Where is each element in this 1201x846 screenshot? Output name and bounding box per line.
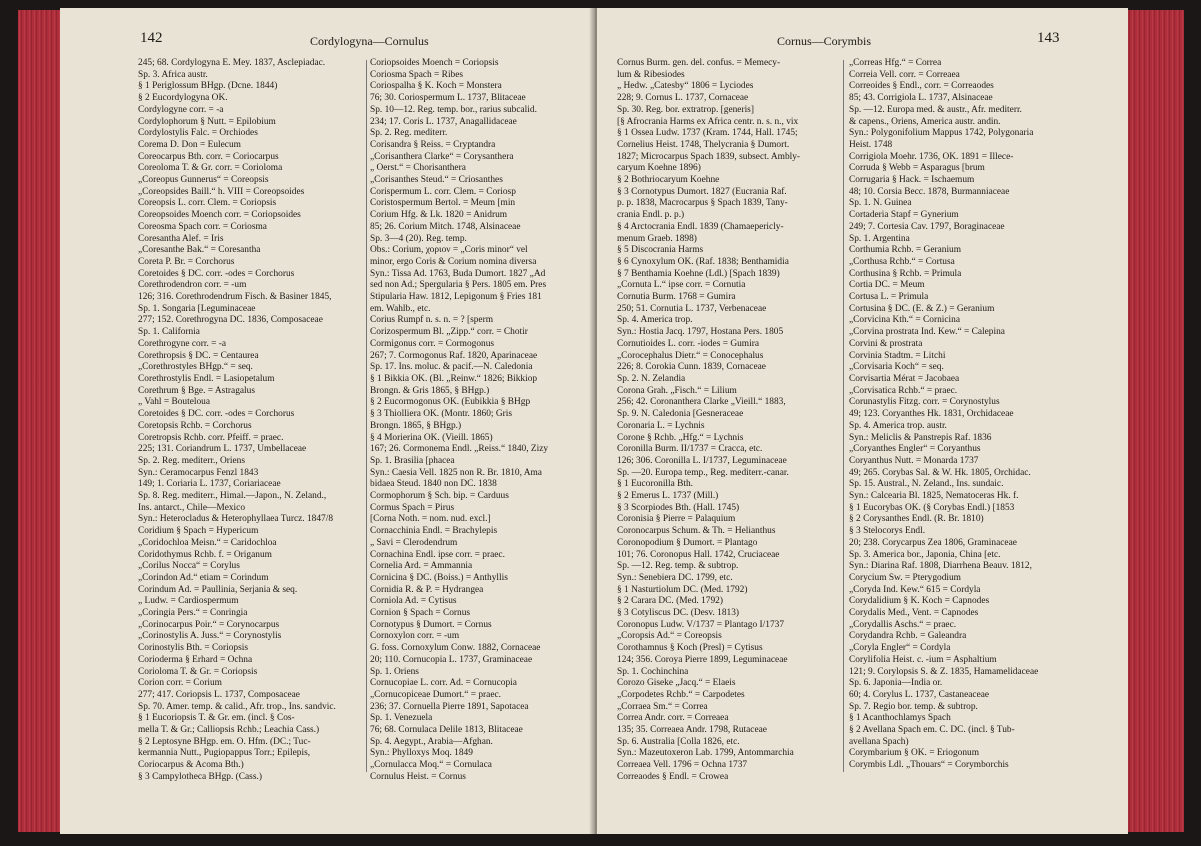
entry-line: Corethrodendron corr. = -um (138, 280, 247, 291)
entry-line: lum & Ribesiodes (617, 69, 685, 80)
column-rule (843, 60, 844, 772)
entry-line: Corona Grah. „Fisch.“ = Lilium (617, 385, 737, 396)
entry-line: Coretopsis Rchb. = Corchorus (138, 420, 252, 431)
entry-line: Sp. 2. N. Zelandia (617, 373, 686, 384)
entry-line: § 1 Nasturtiolum DC. (Med. 1792) (617, 584, 748, 595)
entry-line: Sp. 1. Cochinchina (617, 666, 689, 677)
entry-line: „ Oerst.“ = Chorisanthera (370, 163, 466, 174)
entry-line: „Cornulacca Moq.“ = Cornulaca (370, 760, 492, 771)
entry-line: Cornutia Burm. 1768 = Gumira (617, 292, 736, 303)
entry-line: Syn.: Diarina Raf. 1808, Diarrhena Beauv. 1812, (849, 561, 1032, 572)
entry-line: „Corraea Sm.“ = Correa (617, 701, 708, 712)
entry-line: Corylifolia Heist. c. -ium = Asphaltium (849, 654, 997, 665)
entry-line: Sp. 1. Argentina (849, 233, 910, 244)
entry-line: 49; 123. Coryanthes Hk. 1831, Orchidaceae (849, 409, 1014, 420)
entry-line: Brongn. & Gris 1865, § BHgp.) (370, 385, 490, 396)
entry-line: Cornelia Ard. = Ammannia (370, 561, 473, 572)
entry-line: 76; 68. Cornulaca Delile 1813, Blitaceae (370, 725, 523, 736)
entry-line: 226; 8. Corokia Cunn. 1839, Cornaceae (617, 362, 766, 373)
entry-line: Sp. 1. Songaria [Leguminaceae (138, 303, 256, 314)
entry-line: Coresantha Alef. = Iris (138, 233, 224, 244)
entry-line: 234; 17. Coris L. 1737, Anagallidaceae (370, 116, 517, 127)
entry-line: Coreosma Spach corr. = Coriosma (138, 221, 267, 232)
entry-line: § 1 Eucorybas OK. (§ Corybas Endl.) [1853 (849, 502, 1015, 513)
entry-line: „Corydallis Aschs.“ = praec. (849, 619, 957, 630)
entry-line: Obs.: Corium, χοριον = „Coris minor“ vel (370, 245, 528, 256)
entry-line: 85; 26. Corium Mitch. 1748, Alsinaceae (370, 221, 521, 232)
entry-line: 60; 4. Corylus L. 1737, Castaneaceae (849, 689, 990, 700)
entry-line: Correaea Vell. 1796 = Ochna 1737 (617, 760, 748, 771)
entry-line: Cornoxylon corr. = -um (370, 631, 460, 642)
entry-line: „Coreopsides Baill.“ h. VIII = Coreopsoides (138, 186, 305, 197)
entry-line: Cortia DC. = Meum (849, 280, 925, 291)
left-running-head: Cordylogyna—Cornulus (310, 34, 429, 48)
entry-line: 49; 265. Corybas Sal. & W. Hk. 1805, Orchidac. (849, 467, 1031, 478)
entry-line: 101; 76. Coronopus Hall. 1742, Cruciaceae (617, 549, 780, 560)
entry-line: Corioderma § Erhard = Ochna (138, 654, 253, 665)
entry-line: „ Savi = Clerodendrum (370, 537, 458, 548)
entry-line: Syn.: Caesia Vell. 1825 non R. Br. 1810, Ama (370, 467, 542, 478)
entry-line: „Corpodetes Rchb.“ = Carpodetes (617, 689, 745, 700)
entry-line: „Corinostylis A. Juss.“ = Corynostylis (138, 631, 282, 642)
entry-line: Coronisia § Pierre = Palaquium (617, 514, 736, 525)
entry-line: § 1 Eucoriopsis T. & Gr. em. (incl. § Cos- (138, 713, 295, 724)
entry-line: „Corisanthes Steud.“ = Criosanthes (370, 175, 503, 186)
entry-line: Corrugaria § Hack. = Ischaemum (849, 175, 975, 186)
entry-line: Sp. 9. N. Caledonia [Gesneraceae (617, 409, 744, 420)
entry-line: „Corisanthera Clarke“ = Corysanthera (370, 151, 514, 162)
entry-line: 149; 1. Coriaria L. 1737, Coriariaceae (138, 479, 281, 490)
entry-line: Ins. antarct., Chile—Mexico (138, 502, 246, 513)
entry-line: caryum Koehne 1896) (617, 163, 701, 174)
entry-line: Corispermum L. corr. Clem. = Coriosp (370, 186, 516, 197)
entry-line: 124; 356. Coroya Pierre 1899, Leguminaceae (617, 654, 788, 665)
entry-line: Corethrogyne corr. = -a (138, 338, 227, 349)
entry-line: 267; 7. Cormogonus Raf. 1820, Aparinaceae (370, 350, 538, 361)
entry-line: § 2 Eucormogonus OK. (Eubikkia § BHgp (370, 397, 531, 408)
entry-line: § 5 Discocrania Harms (617, 245, 704, 256)
entry-line: 256; 42. Coronanthera Clarke „Vieill.“ 1883, (617, 397, 786, 408)
entry-line: Syn.: Mazeutoxeron Lab. 1799, Antommarchia (617, 748, 794, 759)
entry-line: Corius Rumpf n. s. n. = ? [sperm (370, 315, 493, 326)
entry-line: „Corinocarpus Poir.“ = Corynocarpus (138, 619, 280, 630)
entry-line: Cortaderia Stapf = Gynerium (849, 210, 959, 221)
entry-line: 126; 316. Corethrodendrum Fisch. & Basiner 1845, (138, 292, 332, 303)
entry-line: Syn.: Ceramocarpus Fenzl 1843 (138, 467, 259, 478)
right-column-2 (849, 58, 1077, 772)
entry-line: Cormigonus corr. = Cormogonus (370, 338, 495, 349)
entry-line: Corthusina § Rchb. = Primula (849, 268, 962, 279)
entry-line: Cordylogyne corr. = -a (138, 104, 224, 115)
entry-line: Correa Andr. corr. = Correaea (617, 713, 729, 724)
entry-line: Corymbarium § OK. = Eriogonum (849, 748, 980, 759)
entry-line: Coreocarpus Bth. corr. = Coriocarpus (138, 151, 279, 162)
entry-line: Coronopodium § Dumort. = Plantago (617, 537, 758, 548)
entry-line: Cornion § Spach = Cornus (370, 608, 471, 619)
entry-line: Corindum Ad. = Paullinia, Serjania & seq. (138, 584, 298, 595)
entry-line: § 2 Emerus L. 1737 (Mill.) (617, 491, 719, 502)
entry-line: bidaea Steud. 1840 non DC. 1838 (370, 479, 497, 490)
entry-line: Sp. 1. Oriens (370, 666, 419, 677)
entry-line: Coridothymus Rchb. f. = Origanum (138, 549, 272, 560)
entry-line: G. foss. Cornoxylum Conw. 1882, Cornaceae (370, 643, 541, 654)
entry-line: Coronaria L. = Lychnis (617, 420, 705, 431)
entry-line: [Corna Noth. = nom. nud. excl.] (370, 514, 491, 525)
entry-line: Cornutioides L. corr. -iodes = Gumira (617, 338, 759, 349)
entry-line: Coristospermum Bertol. = Meum [min (370, 198, 516, 209)
entry-line: Corinostylis Bth. = Coriopsis (138, 643, 248, 654)
entry-line: Sp. 1. California (138, 327, 200, 338)
entry-line: Sp. 8. Reg. mediterr., Himal.—Japon., N. Zeland., (138, 491, 327, 502)
entry-line: Sp. 15. Austral., N. Zeland., Ins. sundaic. (849, 479, 1004, 490)
right-page-number: 143 (1037, 30, 1060, 46)
entry-line: § 2 Corysanthes Endl. (R. Br. 1810) (849, 514, 984, 525)
left-column-1 (138, 58, 366, 784)
entry-line: Syn.: Polygonifolium Mappus 1742, Polygonaria (849, 128, 1034, 139)
entry-line: Corvinia Stadtm. = Litchi (849, 350, 946, 361)
right-page-edges (1126, 10, 1184, 832)
entry-line: Corruda § Webb = Asparagus [brum (849, 163, 985, 174)
entry-line: „Corindon Ad.“ etiam = Corindum (138, 572, 269, 583)
entry-line: Sp. 10—12. Reg. temp. bor., rarius subcalid. (370, 104, 537, 115)
entry-line: Corymbis Ldl. „Thouars“ = Corymborchis (849, 760, 1009, 771)
entry-line: Coriospalha § K. Koch = Monstera (370, 81, 502, 92)
entry-line: Corone § Rchb. „Hfg.“ = Lychnis (617, 432, 744, 443)
entry-line: crania Endl. p. p.) (617, 210, 685, 221)
entry-line: Syn.: Heterocladus & Heterophyllaea Turcz. 1847/8 (138, 514, 334, 525)
entry-line: Corycium Sw. = Pterygodium (849, 572, 961, 583)
entry-line: „Cornucopiceae Dumort.“ = praec. (370, 689, 502, 700)
entry-line: Sp. 30. Reg. bor. extratrop. [generis] (617, 104, 754, 115)
entry-line: 167; 26. Cormonema Endl. „Reiss.“ 1840, Zizy (370, 444, 549, 455)
entry-line: Sp. 4. Aegypt., Arabia—Afghan. (370, 736, 493, 747)
entry-line: Syn.: Calcearia Bl. 1825, Nematoceras Hk. f. (849, 491, 1019, 502)
entry-line: § 1 Periglossum BHgp. (Dcne. 1844) (138, 81, 278, 92)
entry-line: „Coridochloa Meisn.“ = Caridochloa (138, 537, 277, 548)
entry-line: Coronopus Ludw. V/1737 = Plantago I/1737 (617, 619, 785, 630)
entry-line: Corydandra Rchb. = Galeandra (849, 631, 967, 642)
entry-line: Cornelius Heist. 1748, Thelycrania § Dumort. (617, 139, 790, 150)
entry-line: „Cornuta L.“ ipse corr. = Cornutia (617, 280, 746, 291)
entry-line: 250; 51. Cornutia L. 1737, Verbenaceae (617, 303, 767, 314)
entry-line: § 6 Cynoxylum OK. (Raf. 1838; Benthamidia (617, 256, 789, 267)
entry-line: Stipularia Haw. 1812, Lepigonum § Fries 181 (370, 292, 542, 303)
entry-line: Corunastylis Fitzg. corr. = Corynostylus (849, 397, 1000, 408)
entry-line: kermannia Nutt., Pugiopappus Torr.; Epilepis, (138, 748, 311, 759)
entry-line: „Coryla Engler“ = Cordyla (849, 643, 951, 654)
right-page (597, 8, 1128, 834)
left-page-edges (18, 10, 64, 832)
entry-line: Corema D. Don = Eulecum (138, 139, 241, 150)
entry-line: Cornucopiae L. corr. Ad. = Cornucopia (370, 678, 517, 689)
entry-line: § 2 Avellana Spach em. C. DC. (incl. § Tub- (849, 725, 1015, 736)
entry-line: minor, ergo Coris & Corium nomina diversa (370, 256, 537, 267)
entry-line: § 2 Bothriocaryum Koehne (617, 175, 720, 186)
left-page-number: 142 (140, 30, 163, 46)
entry-line: § 4 Morierina OK. (Vieill. 1865) (370, 432, 493, 443)
entry-line: Sp. —12. Europa med. & austr., Afr. mediterr. (849, 104, 1022, 115)
entry-line: „ Ludw. = Cardiospermum (138, 596, 239, 607)
entry-line: Coronocarpus Schum. & Th. = Helianthus (617, 526, 776, 537)
entry-line: Corioloma T. & Gr. = Coriopsis (138, 666, 258, 677)
entry-line: Corniola Ad. = Cytisus (370, 596, 457, 607)
entry-line: § 1 Ossea Ludw. 1737 (Kram. 1744, Hall. 1745; (617, 128, 798, 139)
entry-line: „Corethrostyles BHgp.“ = seq. (138, 362, 253, 373)
entry-line: Coriopsoides Moench = Coriopsis (370, 58, 499, 68)
entry-line: Sp. 2. Reg. mediterr. (370, 128, 448, 139)
entry-line: § 3 Cotyliscus DC. (Desv. 1813) (617, 608, 740, 619)
entry-line: Corium Hfg. & Lk. 1820 = Anidrum (370, 210, 508, 221)
entry-line: 20; 238. Corycarpus Zea 1806, Graminaceae (849, 537, 1017, 548)
entry-line: Sp. 4. America trop. austr. (849, 420, 947, 431)
entry-line: „ Hedw. „Catesby“ 1806 = Lyciodes (617, 81, 754, 92)
entry-line: 20; 110. Cornucopia L. 1737, Graminaceae (370, 654, 533, 665)
entry-line: „Corvisatica Rchb.“ = praec. (849, 385, 958, 396)
entry-line: „Corocephalus Dietr.“ = Conocephalus (617, 350, 764, 361)
entry-line: 135; 35. Correaea Andr. 1798, Rutaceae (617, 725, 767, 736)
entry-line: 76; 30. Coriospermum L. 1737, Blitaceae (370, 93, 526, 104)
entry-line: Corvini & prostrata (849, 338, 923, 349)
entry-line: Corvisartia Mérat = Jacobaea (849, 373, 960, 384)
entry-line: avellana Spach) (849, 736, 909, 747)
entry-line: „Coreopus Gunnerus“ = Coreopsis (138, 175, 269, 186)
entry-line: menum Graeb. 1898) (617, 233, 697, 244)
entry-line: Heist. 1748 (849, 139, 893, 150)
entry-line: Corydalis Med., Vent. = Capnodes (849, 608, 979, 619)
entry-line: § 3 Cornotypus Dumort. 1827 (Eucrania Raf. (617, 186, 787, 197)
entry-line: Brongn. 1865, § BHgp.) (370, 420, 462, 431)
entry-line: § 2 Leptosyne BHgp. em. O. Hfm. (DC.; Tuc- (138, 736, 311, 747)
entry-line: Coronilla Burm. II/1737 = Cracca, etc. (617, 444, 763, 455)
entry-line: Corethrum § Bge. = Astragalus (138, 385, 255, 396)
entry-line: Sp. 1. Brasilia [phacea (370, 455, 455, 466)
entry-line: „Corvicina Kth.“ = Cornicina (849, 315, 960, 326)
entry-line: „Correas Hfg.“ = Correa (849, 58, 942, 68)
entry-line: Coretoides § DC. corr. -odes = Corchorus (138, 409, 295, 420)
entry-line: „Coryanthes Engler“ = Coryanthus (849, 444, 981, 455)
entry-line: Syn.: Tissa Ad. 1763, Buda Dumort. 1827 „Ad (370, 268, 546, 279)
entry-line: 85; 43. Corrigiola L. 1737, Alsinaceae (849, 93, 993, 104)
entry-line: Sp. 7. Regio bor. temp. & subtrop. (849, 701, 978, 712)
entry-line: Cordylophorum § Nutt. = Epilobium (138, 116, 276, 127)
entry-line: Sp. 70. Amer. temp. & calid., Afr. trop., Ins. sandvic. (138, 701, 336, 712)
entry-line: 1827; Microcarpus Spach 1839, subsect. Ambly- (617, 151, 801, 162)
right-column-1 (617, 58, 845, 784)
entry-line: „Coropsis Ad.“ = Coreopsis (617, 631, 722, 642)
entry-line: em. Wahlb., etc. (370, 303, 431, 314)
entry-line: § 2 Carara DC. (Med. 1792) (617, 596, 723, 607)
entry-line: 245; 68. Cordylogyna E. Mey. 1837, Asclepiadac. (138, 58, 326, 68)
entry-line: Coreta P. Br. = Corchorus (138, 256, 235, 267)
entry-line: § 4 Arctocrania Endl. 1839 (Chamaepericly- (617, 221, 784, 232)
entry-line: Cordylostylis Falc. = Orchiodes (138, 128, 258, 139)
entry-line: sed non Ad.; Spergularia § Pers. 1805 em. Pres (370, 280, 547, 291)
entry-line: „Corilus Nocca“ = Corylus (138, 561, 240, 572)
entry-line: Correoides § Endl., corr. = Correaodes (849, 81, 994, 92)
entry-line: Sp. 3. Africa austr. (138, 69, 208, 80)
entry-line: Coreopsis L. corr. Clem. = Coriopsis (138, 198, 277, 209)
entry-line: Coriocarpus & Acoma Bth.) (138, 760, 244, 771)
entry-line: 126; 306. Coronilla L. I/1737, Leguminaceae (617, 455, 787, 466)
entry-line: § 1 Bikkia OK. (Bl. „Reinw.“ 1826; Bikkiop (370, 373, 538, 384)
entry-line: Coridium § Spach = Hypericum (138, 526, 259, 537)
entry-line: Cornotypus § Dumort. = Cornus (370, 619, 492, 630)
entry-line: Corethropsis § DC. = Centaurea (138, 350, 259, 361)
entry-line: Sp. 3. America bor., Japonia, China [etc. (849, 549, 1001, 560)
entry-line: Cortusa L. = Primula (849, 292, 929, 303)
entry-line: Sp. 2. Reg. mediterr., Oriens (138, 455, 246, 466)
entry-line: „Coryda Ind. Kew.“ 615 = Cordyla (849, 584, 981, 595)
entry-line: Corthumia Rchb. = Geranium (849, 245, 962, 256)
entry-line: Sp. 4. America trop. (617, 315, 693, 326)
entry-line: 277; 152. Corethrogyna DC. 1836, Composaceae (138, 315, 323, 326)
entry-line: Sp. 1. Venezuela (370, 713, 433, 724)
entry-line: Cornus Burm. gen. del. confus. = Memecy- (617, 58, 781, 68)
entry-line: § 7 Benthamia Koehne (Ldl.) [Spach 1839) (617, 268, 780, 279)
entry-line: § 2 Eucordylogyna OK. (138, 93, 228, 104)
entry-line: p. p. 1838, Macrocarpus § Spach 1839, Tany- (617, 198, 788, 209)
entry-line: Correia Vell. corr. = Correaea (849, 69, 960, 80)
entry-line: Cornicina § DC. (Boiss.) = Anthyllis (370, 572, 508, 583)
entry-line: Coretropsis Rchb. corr. Pfeiff. = praec. (138, 432, 284, 443)
entry-line: 225; 131. Coriandrum L. 1737, Umbellaceae (138, 444, 307, 455)
entry-line: Coriosma Spach = Ribes (370, 69, 464, 80)
entry-line: Corozo Giseke „Jacq.“ = Elaeis (617, 678, 736, 689)
entry-line: Syn.: Hostia Jacq. 1797, Hostana Pers. 1805 (617, 327, 784, 338)
entry-line: Cornulus Heist. = Cornus (370, 771, 466, 782)
entry-line: „Corvisaria Koch“ = seq. (849, 362, 944, 373)
entry-line: Sp. 6. Japonia—India or. (849, 678, 943, 689)
right-running-head: Cornus—Corymbis (777, 34, 872, 48)
entry-line: Corion corr. = Corium (138, 678, 222, 689)
entry-line: Corethrostylis Endl. = Lasiopetalum (138, 373, 275, 384)
entry-line: Sp. —12. Reg. temp. & subtrop. (617, 561, 739, 572)
column-rule (366, 60, 367, 772)
entry-line: „Coringia Pers.“ = Conringia (138, 608, 248, 619)
entry-line: 121; 9. Corylopsis S. & Z. 1835, Hamamelidaceae (849, 666, 1039, 677)
entry-line: „Corthusa Rchb.“ = Cortusa (849, 256, 955, 267)
entry-line: Cornacchinia Endl. = Brachylepis (370, 526, 498, 537)
entry-line: § 3 Thiolliera OK. (Montr. 1860; Gris (370, 409, 513, 420)
entry-line: Sp. —20. Europa temp., Reg. mediterr.-canar. (617, 467, 789, 478)
entry-line: Sp. 17. Ins. moluc. & pacif.—N. Caledonia (370, 362, 533, 373)
entry-line: § 3 Stelocorys Endl. (849, 526, 926, 537)
entry-line: & capens., Oriens, America austr. andin. (849, 116, 1001, 127)
entry-line: 228; 9. Cornus L. 1737, Cornaceae (617, 93, 749, 104)
entry-line: Sp. 3—4 (20). Reg. temp. (370, 233, 467, 244)
entry-line: Coreoloma T. & Gr. corr. = Corioloma (138, 163, 283, 174)
entry-line: 277; 417. Coriopsis L. 1737, Composaceae (138, 689, 300, 700)
left-column-2 (370, 58, 593, 784)
entry-line: Corisandra § Reiss. = Cryptandra (370, 139, 496, 150)
entry-line: § 1 Eucoronilla Bth. (617, 479, 694, 490)
entry-line: § 3 Campylotheca BHgp. (Cass.) (138, 771, 262, 782)
entry-line: Syn.: Phylloxys Moq. 1849 (370, 748, 473, 759)
entry-line: Sp. 1. N. Guinea (849, 198, 912, 209)
entry-line: Syn.: Meliclis & Panstrepis Raf. 1836 (849, 432, 992, 443)
left-page (60, 8, 593, 834)
entry-line: § 3 Scorpiodes Bth. (Hall. 1745) (617, 502, 740, 513)
entry-line: Cormophorum § Sch. bip. = Carduus (370, 491, 509, 502)
entry-line: 249; 7. Cortesia Cav. 1797, Boraginaceae (849, 221, 1005, 232)
entry-line: mella T. & Gr.; Calliopsis Rchb.; Leachia Cass.) (138, 725, 320, 736)
entry-line: Coreopsoides Moench corr. = Coriopsoides (138, 210, 301, 221)
entry-line: § 1 Acanthochlamys Spach (849, 713, 951, 724)
entry-line: Corrigiola Moehr. 1736, OK. 1891 = Illece- (849, 151, 1014, 162)
entry-line: Corizospermum Bl. „Zipp.“ corr. = Chotir (370, 327, 528, 338)
entry-line: „Coresanthe Bak.“ = Coresantha (138, 245, 261, 256)
entry-line: „Corvina prostrata Ind. Kew.“ = Calepina (849, 327, 1005, 338)
entry-line: Corothamnus § Koch (Presl) = Cytisus (617, 643, 763, 654)
entry-line: Cornidia R. & P. = Hydrangea (370, 584, 484, 595)
entry-line: Coryanthus Nutt. = Monarda 1737 (849, 455, 979, 466)
entry-line: Cortusina § DC. (E. & Z.) = Geranium (849, 303, 995, 314)
entry-line: Cormus Spach = Pirus (370, 502, 455, 513)
entry-line: Coretoides § DC. corr. -odes = Corchorus (138, 268, 295, 279)
entry-line: „ Vahl = Bouteloua (138, 397, 211, 408)
entry-line: Sp. 6. Australia [Colla 1826, etc. (617, 736, 740, 747)
entry-line: 48; 10. Corsia Becc. 1878, Burmanniaceae (849, 186, 1010, 197)
entry-line: 236; 37. Cornuella Pierre 1891, Sapotacea (370, 701, 529, 712)
entry-line: Correaodes § Endl. = Crowea (617, 771, 729, 782)
entry-line: Cornachina Endl. ipse corr. = praec. (370, 549, 505, 560)
entry-line: Corydalidium § K. Koch = Capnodes (849, 596, 990, 607)
entry-line: Syn.: Senebiera DC. 1799, etc. (617, 572, 733, 583)
entry-line: [§ Afrocrania Harms ex Africa centr. n. s. n., vix (617, 116, 799, 127)
